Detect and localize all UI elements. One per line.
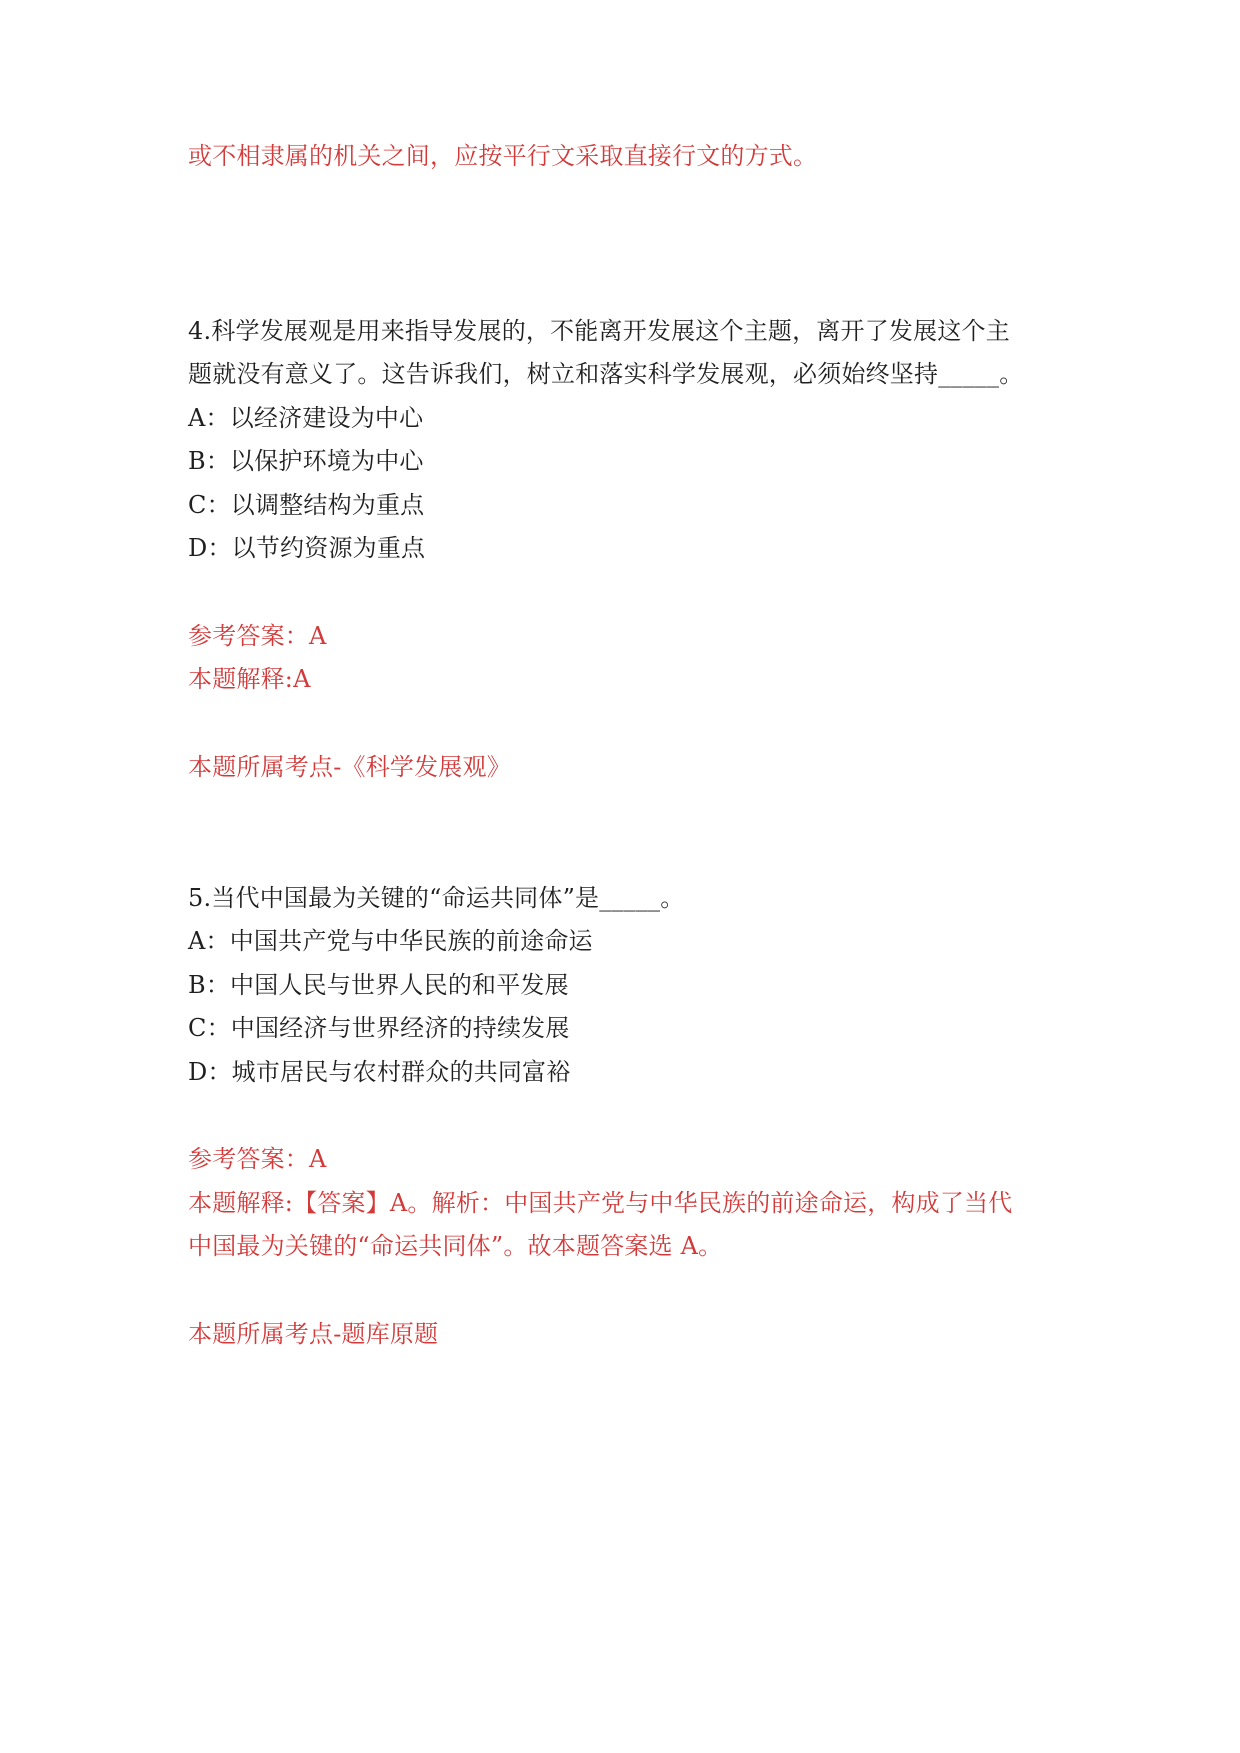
question-5-option-c: C：中国经济与世界经济的持续发展 — [188, 1014, 570, 1042]
question-4-option-c: C：以调整结构为重点 — [188, 491, 425, 519]
question-4-topic: 本题所属考点-《科学发展观》 — [188, 753, 511, 781]
question-4-option-d: D：以节约资源为重点 — [188, 534, 426, 562]
question-5-explanation-line-1: 本题解释:【答案】A。解析：中国共产党与中华民族的前途命运，构成了当代 — [188, 1189, 1013, 1217]
question-4-explanation: 本题解释:A — [188, 665, 311, 693]
question-4-option-b: B：以保护环境为中心 — [188, 447, 424, 475]
question-5-option-d: D：城市居民与农村群众的共同富裕 — [188, 1058, 571, 1086]
question-4-stem-line-2: 题就没有意义了。这告诉我们，树立和落实科学发展观，必须始终坚持_____。 — [188, 360, 1024, 388]
question-5-answer: 参考答案：A — [188, 1145, 327, 1173]
question-5-explanation-line-2: 中国最为关键的“命运共同体”。故本题答案选 A。 — [188, 1232, 723, 1260]
question-5-stem: 5.当代中国最为关键的“命运共同体”是_____。 — [188, 884, 685, 912]
question-5-topic: 本题所属考点-题库原题 — [188, 1320, 439, 1348]
previous-explanation-fragment: 或不相隶属的机关之间，应按平行文采取直接行文的方式。 — [188, 142, 818, 170]
question-4-option-a: A：以经济建设为中心 — [188, 404, 424, 432]
question-4-stem-line-1: 4.科学发展观是用来指导发展的，不能离开发展这个主题，离开了发展这个主 — [188, 317, 1010, 345]
question-5-option-b: B：中国人民与世界人民的和平发展 — [188, 971, 569, 999]
question-4-answer: 参考答案：A — [188, 622, 327, 650]
question-5-option-a: A：中国共产党与中华民族的前途命运 — [188, 927, 593, 955]
